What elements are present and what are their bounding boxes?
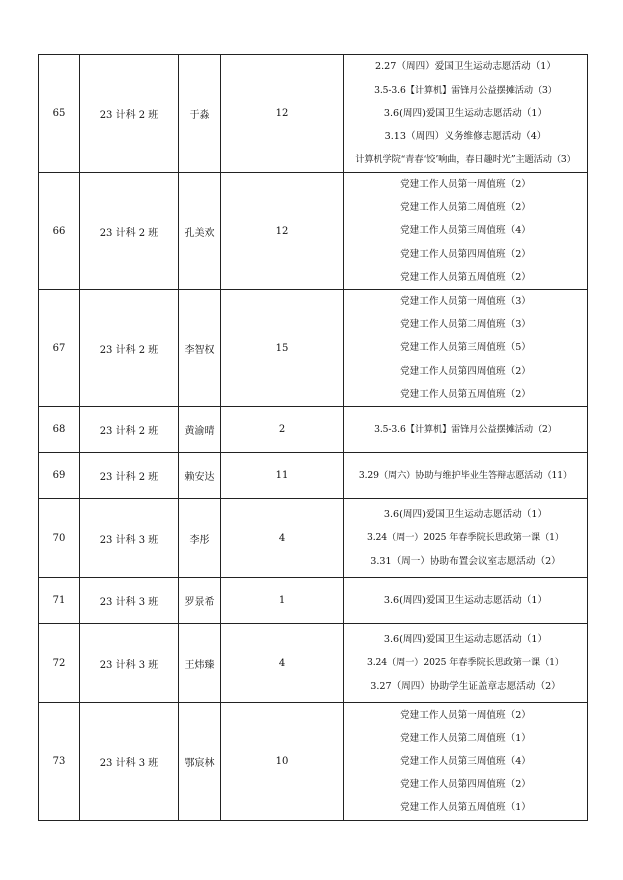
activity-item: 党建工作人员第四周值班（2） [400, 365, 531, 377]
student-name-cell: 李彤 [179, 499, 221, 578]
activity-item: 党建工作人员第一周值班（3） [400, 296, 531, 308]
table-row [39, 703, 588, 821]
student-name-cell: 黄渝晴 [179, 407, 221, 453]
student-name-cell: 王炜臻 [179, 624, 221, 703]
activity-item: 3.5-3.6【计算机】雷锋月公益摆摊活动（2） [374, 423, 557, 435]
activities-cell [344, 703, 588, 821]
class-cell: 23 计科 2 班 [80, 407, 179, 453]
class-cell: 23 计科 2 班 [80, 453, 179, 499]
class-cell: 23 计科 2 班 [80, 55, 179, 173]
activity-item: 党建工作人员第四周值班（2） [400, 248, 531, 260]
row-number-cell: 68 [39, 407, 80, 453]
activities-cell [344, 55, 588, 173]
activities-cell [344, 624, 588, 703]
activity-item: 3.24（周一）2025 年春季院长思政第一课（1） [366, 532, 564, 544]
class-cell: 23 计科 3 班 [80, 578, 179, 624]
activity-item: 3.27（周四）协助学生证盖章志愿活动（2） [370, 680, 561, 692]
activity-item: 党建工作人员第二周值班（3） [400, 319, 531, 331]
activity-item: 3.6(周四)爱国卫生运动志愿活动（1） [383, 509, 548, 521]
activities-cell [344, 407, 588, 453]
activity-item: 3.31（周一）协助布置会议室志愿活动（2） [370, 555, 561, 567]
table-row [39, 624, 588, 703]
student-name-cell: 罗景希 [179, 578, 221, 624]
activities-cell [344, 578, 588, 624]
activity-item: 3.6(周四)爱国卫生运动志愿活动（1） [383, 107, 548, 119]
activity-item: 2.27（周四）爱国卫生运动志愿活动（1） [375, 61, 556, 73]
class-cell: 23 计科 3 班 [80, 499, 179, 578]
student-name-cell: 鄂宸林 [179, 703, 221, 821]
hours-cell: 4 [221, 499, 344, 578]
activity-item: 党建工作人员第二周值班（1） [400, 732, 531, 744]
table-body [39, 55, 588, 821]
hours-cell: 12 [221, 173, 344, 290]
student-name-cell: 于淼 [179, 55, 221, 173]
student-name-cell: 李智权 [179, 290, 221, 407]
hours-cell: 2 [221, 407, 344, 453]
table-row [39, 499, 588, 578]
volunteer-hours-table [38, 54, 588, 821]
activity-item: 党建工作人员第五周值班（2） [400, 388, 531, 400]
activity-item: 党建工作人员第三周值班（4） [400, 755, 531, 767]
class-cell: 23 计科 2 班 [80, 290, 179, 407]
activity-item: 3.6(周四)爱国卫生运动志愿活动（1） [383, 634, 548, 646]
activity-item: 党建工作人员第一周值班（2） [400, 709, 531, 721]
row-number-cell: 73 [39, 703, 80, 821]
row-number-cell: 66 [39, 173, 80, 290]
row-number-cell: 70 [39, 499, 80, 578]
activity-item: 3.29（周六）协助与维护毕业生答辩志愿活动（11） [358, 469, 573, 481]
row-number-cell: 72 [39, 624, 80, 703]
table-row [39, 407, 588, 453]
hours-cell: 12 [221, 55, 344, 173]
activity-item: 3.13（周四）义务维修志愿活动（4） [384, 131, 547, 143]
activities-cell [344, 173, 588, 290]
table-row [39, 453, 588, 499]
activity-item: 3.6(周四)爱国卫生运动志愿活动（1） [383, 594, 548, 606]
activity-item: 党建工作人员第一周值班（2） [400, 179, 531, 190]
class-cell: 23 计科 3 班 [80, 703, 179, 821]
hours-cell: 15 [221, 290, 344, 407]
activity-item: 党建工作人员第五周值班（2） [400, 271, 531, 283]
table-row [39, 290, 588, 407]
activities-cell [344, 453, 588, 499]
student-name-cell: 孔美欢 [179, 173, 221, 290]
table-row [39, 578, 588, 624]
activity-item: 党建工作人员第二周值班（2） [400, 202, 531, 214]
row-number-cell: 67 [39, 290, 80, 407]
student-name-cell: 赖安达 [179, 453, 221, 499]
activity-item: 党建工作人员第三周值班（4） [400, 225, 531, 237]
activity-item: 党建工作人员第三周值班（5） [400, 342, 531, 354]
table-row [39, 55, 588, 173]
class-cell: 23 计科 3 班 [80, 624, 179, 703]
activities-cell [344, 290, 588, 407]
table-row [39, 173, 588, 290]
activity-item: 3.5-3.6【计算机】雷锋月公益摆摊活动（3） [374, 84, 557, 96]
hours-cell: 11 [221, 453, 344, 499]
activity-item: 党建工作人员第五周值班（1） [400, 802, 531, 814]
activity-item: 3.24（周一）2025 年春季院长思政第一课（1） [366, 657, 564, 669]
row-number-cell: 65 [39, 55, 80, 173]
activity-item: 计算机学院“青春‘饺’响曲，春日趣时光”主题活动（3） [355, 154, 576, 166]
class-cell: 23 计科 2 班 [80, 173, 179, 290]
hours-cell: 4 [221, 624, 344, 703]
activities-cell [344, 499, 588, 578]
activity-item: 党建工作人员第四周值班（2） [400, 779, 531, 791]
hours-cell: 10 [221, 703, 344, 821]
row-number-cell: 69 [39, 453, 80, 499]
hours-cell: 1 [221, 578, 344, 624]
row-number-cell: 71 [39, 578, 80, 624]
